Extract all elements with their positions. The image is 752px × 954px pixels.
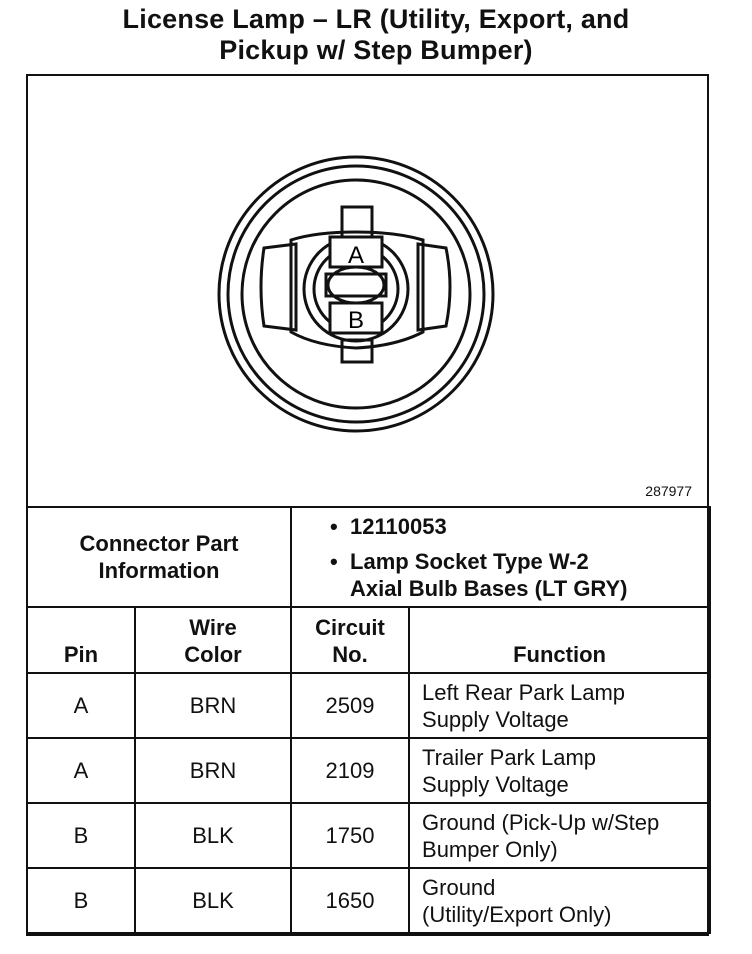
function-line-2: (Utility/Export Only) <box>422 901 612 927</box>
pin-cell: B <box>27 803 135 868</box>
pin-b-label: B <box>347 307 365 334</box>
connector-part-number: • 12110053 <box>350 513 447 539</box>
connector-info-row <box>27 507 710 607</box>
table-row <box>27 803 710 868</box>
center-contact <box>328 267 384 303</box>
function-line-1: Ground <box>422 874 496 900</box>
function-line-2: Supply Voltage <box>422 706 569 732</box>
function-line-2: Bumper Only) <box>422 836 558 862</box>
title-line-1: License Lamp – LR (Utility, Export, and <box>122 4 630 34</box>
header-function: Function <box>409 607 710 673</box>
pinout-table <box>26 506 711 934</box>
header-wire-color-line-2: Color <box>184 642 242 667</box>
header-wire-color <box>135 607 291 673</box>
page-title <box>0 4 752 66</box>
table-row <box>27 868 710 933</box>
circuit-cell: 1750 <box>291 803 409 868</box>
function-line-1: Ground (Pick-Up w/Step <box>422 809 660 835</box>
pin-cell: A <box>27 673 135 738</box>
function-cell <box>409 803 710 868</box>
table-row <box>27 673 710 738</box>
connector-info-list <box>291 507 710 607</box>
connector-info-item <box>326 513 709 540</box>
connector-info-label <box>27 507 291 607</box>
function-line-1: Left Rear Park Lamp <box>422 679 625 705</box>
wire-color-cell: BLK <box>135 868 291 933</box>
function-line-1: Trailer Park Lamp <box>422 744 597 770</box>
wire-color-cell: BLK <box>135 803 291 868</box>
pin-cell: A <box>27 738 135 803</box>
function-cell <box>409 868 710 933</box>
connector-info-item <box>326 548 709 602</box>
circuit-cell: 2509 <box>291 673 409 738</box>
connector-diagram <box>26 74 709 508</box>
header-circuit <box>291 607 409 673</box>
socket-type-line-1: • Lamp Socket Type W-2 <box>350 548 589 574</box>
header-pin: Pin <box>27 607 135 673</box>
header-circuit-line-2: No. <box>332 642 368 667</box>
wire-color-cell: BRN <box>135 673 291 738</box>
figure-number: 287977 <box>645 483 692 499</box>
function-cell <box>409 738 710 803</box>
function-cell <box>409 673 710 738</box>
bottom-notch <box>342 340 372 362</box>
title-line-2: Pickup w/ Step Bumper) <box>219 35 533 65</box>
header-wire-color-line-1: Wire <box>189 615 237 640</box>
socket-type-line-2: Axial Bulb Bases (LT GRY) <box>350 575 628 601</box>
connector-info-label-line-2: Information <box>98 558 220 583</box>
table-row <box>27 738 710 803</box>
circuit-cell: 2109 <box>291 738 409 803</box>
header-circuit-line-1: Circuit <box>315 615 385 640</box>
pin-cell: B <box>27 868 135 933</box>
wire-color-cell: BRN <box>135 738 291 803</box>
table-header-row <box>27 607 710 673</box>
connector-info-label-line-1: Connector Part <box>79 531 239 556</box>
circuit-cell: 1650 <box>291 868 409 933</box>
function-line-2: Supply Voltage <box>422 771 569 797</box>
pin-a-label: A <box>347 242 365 269</box>
